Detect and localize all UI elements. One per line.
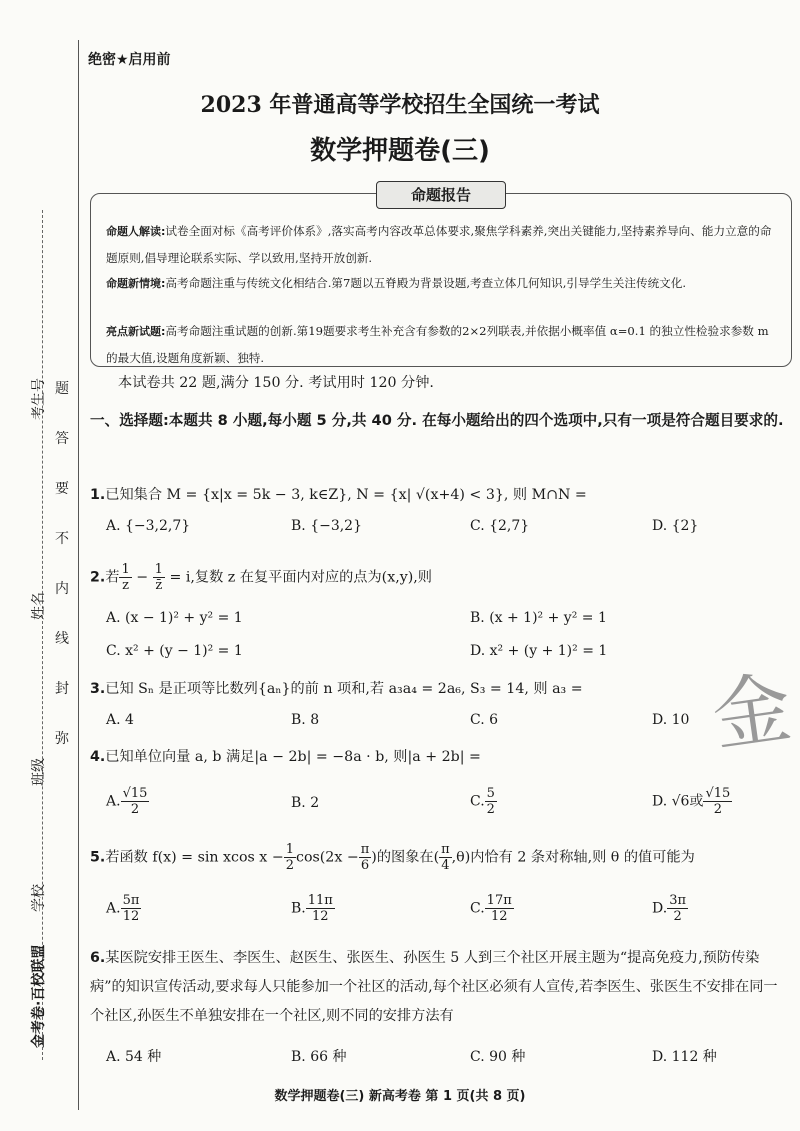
report-paragraph: 命题人解读:试卷全面对标《高考评价体系》,落实高考内容改革总体要求,聚焦学科素养,突出关键能力,坚持素养导向、能力立意的命题原则,倡导理论联系实际、学以致用,坚持开放创新.	[106, 224, 772, 265]
exam-intro: 本试卷共 22 题,满分 150 分. 考试用时 120 分钟.	[118, 375, 434, 391]
option: B. 66 种	[291, 1049, 347, 1065]
option: A. (x − 1)² + y² = 1	[106, 610, 243, 626]
question-2: 2.若 $\frac{1}{z}$ − $\frac{1}{z̄}$ = i,复数 z 在复平面内对应的点为(x,y),则	[90, 562, 432, 593]
exam-number-label: 考生号	[31, 378, 47, 420]
exam-title: 2023 年普通高等学校招生全国统一考试	[200, 92, 600, 118]
question-1: 1.已知集合 M = {x|x = 5k − 3, k∈Z}, N = {x| √(x+4) < 3}, 则 M∩N =	[90, 487, 587, 503]
binding-line	[78, 40, 79, 1110]
name-label: 姓名	[31, 592, 47, 620]
class-label: 班级	[31, 758, 47, 786]
report-label: 命题人解读:	[106, 225, 166, 238]
option: D. 112 种	[652, 1049, 717, 1065]
binding-dashed-line	[42, 210, 43, 1060]
report-paragraph: 亮点新试题:高考命题注重试题的创新.第19题要求考生补充含有参数的2×2列联表,并依据小概率值 α=0.1 的独立性检验求参数 m 的最大值,设题角度新颖、独特.	[106, 324, 769, 365]
seal-char: 不	[55, 531, 69, 547]
option: C. 90 种	[470, 1049, 526, 1065]
question-6: 6.某医院安排王医生、李医生、赵医生、张医生、孙医生 5 人到三个社区开展主题为“提高免疫力,预防传染病”的知识宣传活动,要求每人只能参加一个社区的活动,每个社区必须有人宣传,若李医生、张医生不安排在同一个社区,孙医生不单独安排在一个社区,则不同的安排方法有	[90, 950, 778, 1024]
option: D. √6或 $\frac{√15}{2}$	[652, 786, 731, 817]
option: C. {2,7}	[470, 518, 530, 534]
report-label: 命题新情境:	[106, 277, 166, 290]
option: A. {−3,2,7}	[106, 518, 191, 534]
option: C. x² + (y − 1)² = 1	[106, 643, 243, 659]
confidential-mark: 绝密★启用前	[88, 52, 171, 68]
option: C. $\frac{5}{2}$	[470, 786, 495, 817]
seal-char: 答	[55, 431, 69, 447]
option: C. 6	[470, 712, 499, 728]
page-footer: 数学押题卷(三) 新高考卷 第 1 页(共 8 页)	[274, 1089, 526, 1104]
option: A. 54 种	[106, 1049, 162, 1065]
fraction: $\frac{1}{z̄}$	[154, 562, 163, 593]
option: B. $\frac{11\pi}{12}$	[291, 893, 333, 924]
option: D. $\frac{3\pi}{2}$	[652, 893, 687, 924]
option: B. {−3,2}	[291, 518, 362, 534]
alliance-label: 金考卷·百校联盟	[31, 944, 47, 1048]
seal-char: 题	[55, 381, 69, 397]
option: B. 2	[291, 795, 320, 811]
seal-char: 内	[55, 581, 69, 597]
seal-char: 封	[55, 681, 69, 697]
paper-subtitle: 数学押题卷(三)	[310, 136, 490, 166]
option: B. (x + 1)² + y² = 1	[470, 610, 607, 626]
option: D. x² + (y + 1)² = 1	[470, 643, 608, 659]
option: B. 8	[291, 712, 320, 728]
question-5: 5.若函数 f(x) = sin xcos x − $\frac{1}{2}$ cos(2x − $\frac{\pi}{6}$ )的图象在( $\frac{\pi}{4}$ ,θ)内恰有 2 条对称轴,则 θ 的值可能为	[90, 842, 695, 873]
section-heading: 一、选择题:本题共 8 小题,每小题 5 分,共 40 分. 在每小题给出的四个选项中,只有一项是符合题目要求的.	[90, 412, 784, 429]
option: D. {2}	[652, 518, 699, 534]
option: D. 10	[652, 712, 690, 728]
school-label: 学校	[31, 884, 47, 912]
report-paragraph: 命题新情境:高考命题注重与传统文化相结合.第7题以五脊殿为背景设题,考查立体几何知识,引导学生关注传统文化.	[106, 276, 687, 290]
option: C. $\frac{17\pi}{12}$	[470, 893, 512, 924]
seal-char: 弥	[55, 731, 69, 747]
option: A. 4	[106, 712, 134, 728]
option: A. $\frac{√15}{2}$	[106, 786, 148, 817]
question-3: 3.已知 Sₙ 是正项等比数列{aₙ}的前 n 项和,若 a₃a₄ = 2a₆, S₃ = 14, 则 a₃ =	[90, 681, 583, 697]
seal-char: 线	[55, 631, 69, 647]
report-label: 亮点新试题:	[106, 325, 166, 338]
option: A. $\frac{5\pi}{12}$	[106, 893, 140, 924]
report-title: 命题报告	[376, 181, 506, 209]
fraction: $\frac{1}{z}$	[121, 562, 130, 593]
watermark-stamp: 金	[707, 662, 797, 763]
seal-char: 要	[55, 481, 69, 497]
question-4: 4.已知单位向量 a, b 满足|a − 2b| = −8a · b, 则|a + 2b| =	[90, 749, 481, 765]
